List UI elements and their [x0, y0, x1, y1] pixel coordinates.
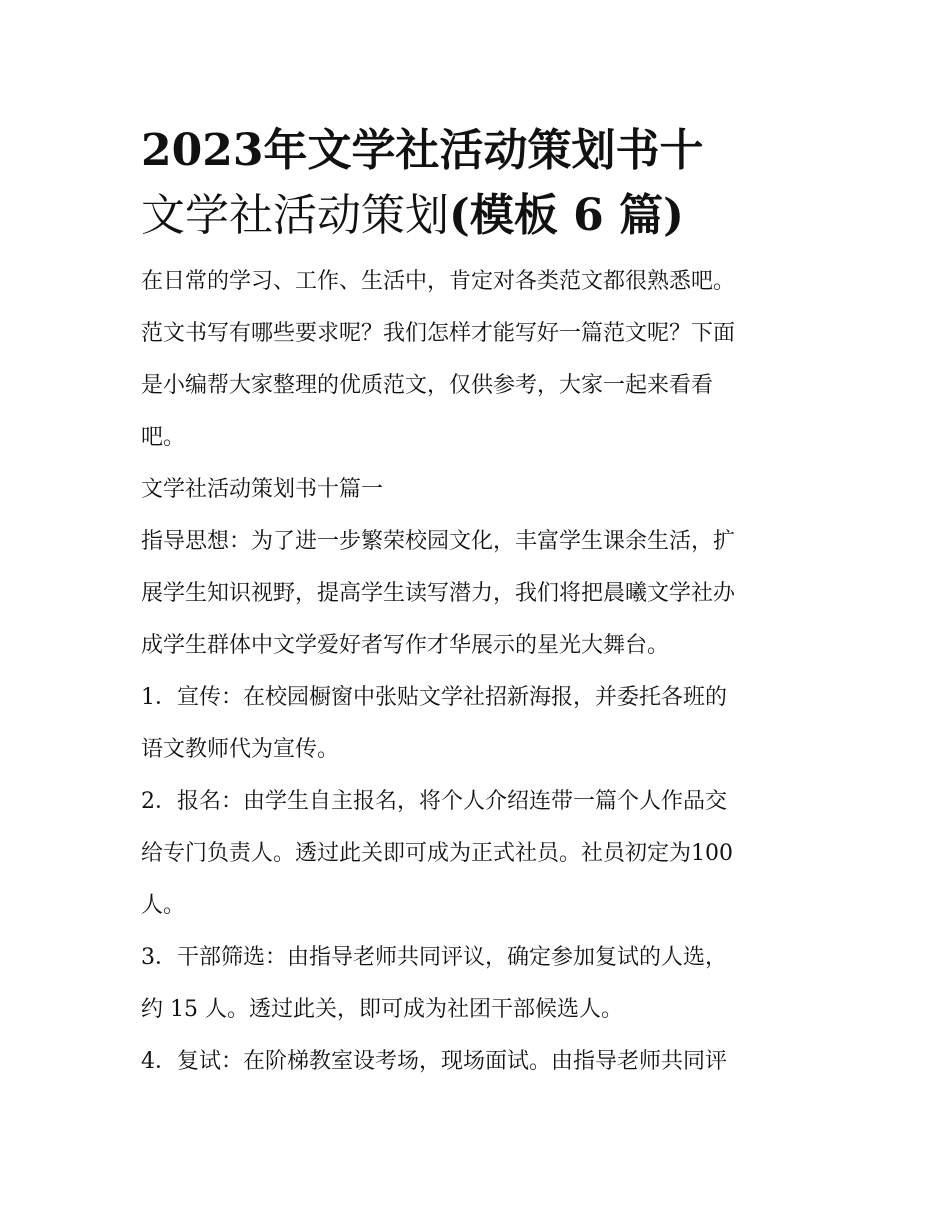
document-title — [141, 118, 821, 248]
guiding-line: 展学生知识视野，提高学生读写潜力，我们将把晨曦文学社办 — [141, 581, 736, 606]
guiding-line: 指导思想：为了进一步繁荣校园文化，丰富学生课余生活，扩 — [141, 529, 736, 554]
item2-line: 2．报名：由学生自主报名，将个人介绍连带一篇个人作品交 — [141, 789, 727, 814]
section-heading: 文学社活动策划书十篇一 — [141, 477, 384, 502]
item2-line: 人。 — [141, 893, 186, 918]
guiding-line: 成学生群体中文学爱好者写作才华展示的星光大舞台。 — [141, 633, 670, 658]
document-content — [141, 118, 821, 1088]
title-line-1: 2023年文学社活动策划书十 — [141, 125, 704, 176]
intro-paragraph — [141, 256, 821, 464]
item3-line: 约 15 人。透过此关，即可成为社团干部候选人。 — [141, 997, 623, 1022]
list-item-3 — [141, 932, 821, 1036]
item1-line: 1．宣传：在校园橱窗中张贴文学社招新海报，并委托各班的 — [141, 685, 727, 710]
intro-line: 是小编帮大家整理的优质范文，仅供参考，大家一起来看看 — [141, 373, 714, 398]
list-item-2 — [141, 776, 821, 932]
list-item-4 — [141, 1036, 821, 1088]
item1-line: 语文教师代为宣传。 — [141, 737, 340, 762]
item4-line: 4．复试：在阶梯教室设考场，现场面试。由指导老师共同评 — [141, 1049, 727, 1074]
title-line-2-text: 文学社活动策划 — [141, 190, 449, 241]
title-line-2 — [141, 183, 821, 248]
intro-line: 吧。 — [141, 425, 186, 450]
item3-line: 3．干部筛选：由指导老师共同评议，确定参加复试的人选， — [141, 945, 727, 970]
title-line-2-suffix: (模板 6 篇) — [449, 190, 684, 241]
guiding-thought-paragraph — [141, 516, 821, 672]
intro-line: 范文书写有哪些要求呢？我们怎样才能写好一篇范文呢？下面 — [141, 321, 736, 346]
intro-line: 在日常的学习、工作、生活中，肯定对各类范文都很熟悉吧。 — [141, 269, 736, 294]
item2-line: 给专门负责人。透过此关即可成为正式社员。社员初定为100 — [141, 841, 733, 866]
list-item-1 — [141, 672, 821, 776]
